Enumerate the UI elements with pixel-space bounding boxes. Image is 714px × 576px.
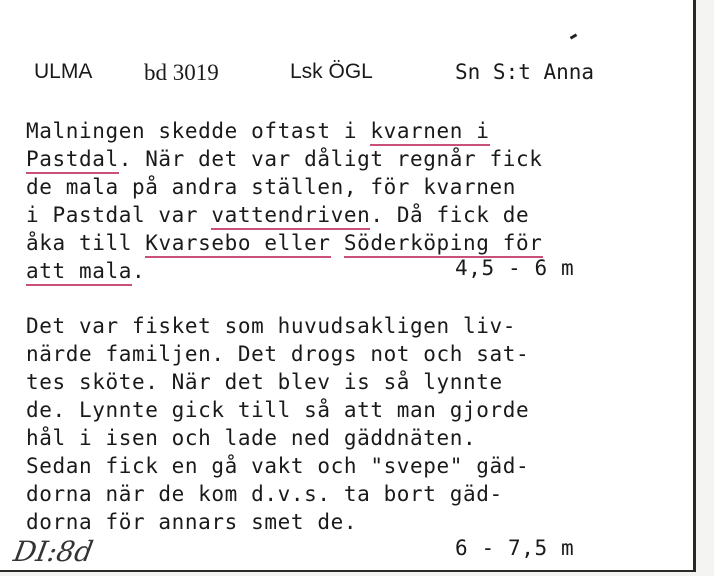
text-segment: närde familjen. Det drogs not och sat- — [26, 342, 530, 366]
county-code: Lsk ÖGL — [290, 60, 373, 83]
text-line — [26, 229, 676, 257]
text-line — [26, 368, 676, 396]
pen-mark — [570, 33, 578, 39]
text-line — [26, 340, 676, 368]
archive-name: ULMA — [34, 60, 93, 83]
text-line — [26, 257, 676, 285]
underlined-phrase: Kvarsebo eller — [145, 231, 330, 258]
card-header — [0, 60, 696, 90]
paragraph-fishing — [26, 312, 676, 536]
text-segment: i Pastdal var — [26, 203, 212, 227]
text-segment: åka till — [26, 231, 146, 255]
handwritten-signum: DI:8d — [11, 535, 96, 568]
text-line — [26, 117, 676, 145]
text-segment: hål i isen och lade ned gäddnäten. — [26, 426, 477, 450]
text-line — [26, 452, 676, 480]
text-segment: dorna när de kom d.v.s. ta bort gäd- — [26, 482, 503, 506]
parish-name: Sn S:t Anna — [455, 60, 595, 84]
text-segment: dorna för annars smet de. — [26, 510, 358, 534]
volume-number: bd 3019 — [144, 60, 219, 85]
text-segment: . När det var dåligt regnår fick — [118, 147, 543, 171]
text-segment: de mala på andra ställen, för kvarnen — [26, 175, 516, 199]
text-segment: tes sköte. När det blev is så lynnte — [26, 370, 503, 394]
depth-measure-1: 4,5 - 6 m — [455, 256, 575, 280]
text-line — [26, 396, 676, 424]
text-segment: Det var fisket som huvudsakligen liv- — [26, 314, 516, 338]
text-segment: Malningen skedde oftast i — [26, 119, 371, 143]
text-line — [26, 312, 676, 340]
underlined-phrase: Söderköping för — [344, 231, 543, 258]
text-line — [26, 201, 676, 229]
text-segment — [331, 231, 344, 255]
underlined-phrase: kvarnen i — [370, 119, 489, 146]
underlined-phrase: Pastdal — [26, 147, 119, 174]
text-segment: . Då fick de — [370, 203, 530, 227]
paragraph-milling — [26, 117, 676, 285]
text-line — [26, 145, 676, 173]
text-line — [26, 424, 676, 452]
text-line — [26, 508, 676, 536]
text-segment: Sedan fick en gå vakt och "svepe" gäd- — [26, 454, 530, 478]
text-line — [26, 480, 676, 508]
text-segment: de. Lynnte gick till så att man gjorde — [26, 398, 530, 422]
text-segment: . — [131, 259, 146, 283]
depth-measure-2: 6 - 7,5 m — [455, 536, 575, 560]
underlined-phrase: vattendriven — [211, 203, 370, 230]
underlined-phrase: att mala — [26, 259, 132, 286]
text-line — [26, 173, 676, 201]
